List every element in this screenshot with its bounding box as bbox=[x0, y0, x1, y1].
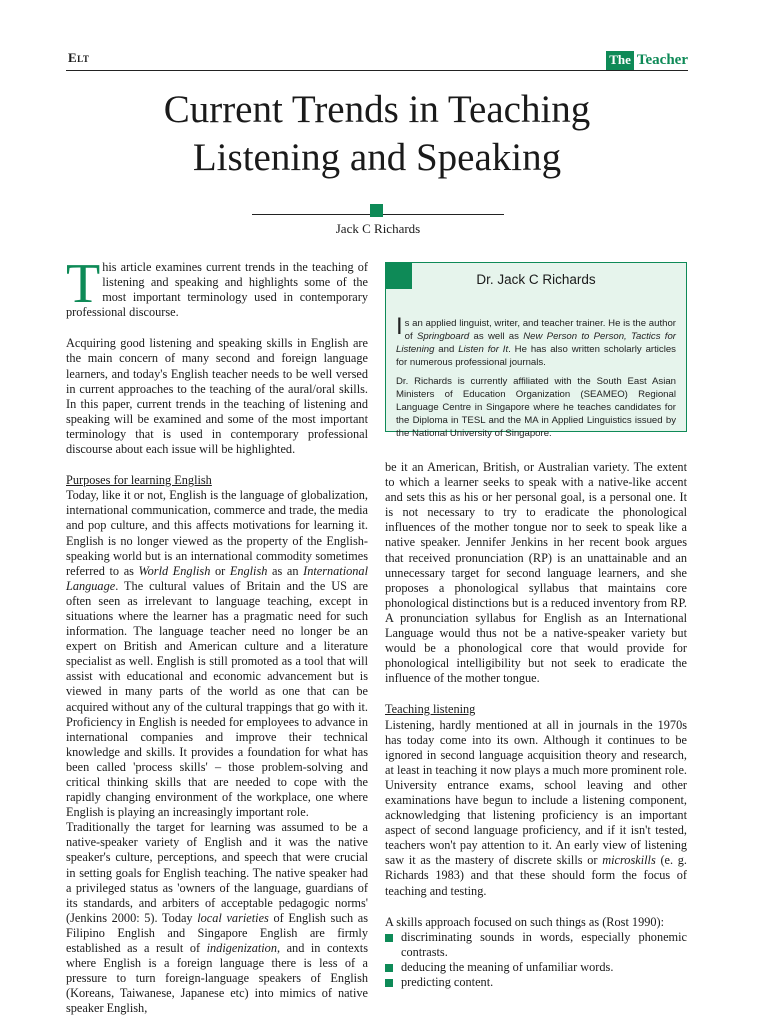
bullet-square-icon bbox=[385, 964, 393, 972]
paragraph-traditionally: Traditionally the target for learning was assumed to be a native-speaker variety of English and it was the native speaker's culture, perceptions, and speech that were crucial in setting goals for English teaching. The native speaker had a privileged status as 'owners of the language, guardians of its standards, and arbiters of acceptable pedagogic norms' (Jenkins 2000: 5). Today local varieties of English such as Filipino English and Singapore English are firmly established as a result of indigenization, and in contexts where English is a foreign language there is less of a pressure to turn foreign-language speakers of English (Koreans, Taiwanese, Japanese etc) into mimics of native speaker English, bbox=[66, 820, 368, 1016]
bio-paragraph-1: Is an applied linguist, writer, and teacher trainer. He is the author of Springboard as well as New Person to Person, Tactics for Listening and Listen for It. He has also written scholarly articles for numerous professional journals. bbox=[396, 313, 676, 368]
section-label: Elt bbox=[68, 50, 90, 65]
bio-title: Dr. Jack C Richards bbox=[476, 272, 596, 287]
bullet-square-icon bbox=[385, 934, 393, 942]
brand-logo bbox=[606, 51, 688, 70]
bullet-square-icon bbox=[385, 979, 393, 987]
paragraph-purposes: Today, like it or not, English is the language of globalization, international communication, commerce and trade, the media and pop culture, and this affects motivations for learning it. English is no longer viewed as the property of the English-speaking world but is an international commodity sometimes referred to as World English or English as an International Language. The cultural values of Britain and the US are often seen as irrelevant to language teaching, except in situations where the learner has a pragmatic need for such information. The language teacher need no longer be an expert on British and American culture and a literature specialist as well. English is still promoted as a tool that will assist with educational and economic advancement but is viewed in many parts of the world as one that can be acquired without any of the cultural trappings that go with it. Proficiency in English is needed for employees to advance in international companies and improve their technical knowledge and skills. It provides a foundation for what has been called 'process skills' – those problem-solving and critical thinking skills that are needed to cope with the rapidly changing environment of the workplace, one where English is playing an increasingly important role. bbox=[66, 488, 368, 820]
brand-the: The bbox=[606, 51, 634, 70]
list-item: discriminating sounds in words, especially phonemic contrasts. bbox=[385, 930, 687, 960]
bio-paragraph-2: Dr. Richards is currently affiliated with the South East Asian Ministers of Education Organization (SEAMEO) Regional Language Centre in Singapore where he teaches candidates for the Diploma in TESL and the MA in Applied Linguistics issued by the National University of Singapore. bbox=[396, 376, 676, 439]
author-square-ornament bbox=[370, 204, 383, 217]
paragraph-listening: Listening, hardly mentioned at all in journals in the 1970s has today come into its own. Although it continues to be ignored in second language acquisition theory and research, at least in teaching it now plays a much more prominent role. University entrance exams, school leaving and other examinations have begun to include a listening component, acknowledging that listening proficiency is an important aspect of second language proficiency, and if it isn't tested, teachers won't pay attention to it. An early view of listening saw it as the mastery of discrete skills or microskills (e. g. Richards 1983) and that these should form the focus of teaching and testing. bbox=[385, 717, 687, 898]
title-line-2: Listening and Speaking bbox=[192, 136, 562, 179]
left-column bbox=[66, 253, 368, 1017]
paragraph-1: Acquiring good listening and speaking skills in English are the main concern of many second and foreign language learners, and today's English teacher needs to be well versed in current approaches to the teaching of the aural/oral skills. In this paper, current trends in the teaching of listening and speaking will be examined and some of the most important terminology that is used in contemporary professional discourse about each issue will be highlighted. bbox=[66, 336, 368, 457]
paragraph-variety: be it an American, British, or Australian variety. The extent to which a learner seeks to speak with a native-like accent and sets this as his or her personal goal, is a personal one. It is not necessary to try to eradicate the phonological influences of the mother tongue nor to seek to speak like a native speaker. Jennifer Jenkins in her recent book argues that received pronunciation (RP) is an unattainable and an unnecessary target for second language learners, and she proposes a phonological syllabus that maintains core phonological distinctions but is a reduced inventory from RP. A pronunciation syllabus for English as an International Language would thus not be a native-speaker variety but would be a phonological core that would provide for phonological intelligibility but not seek to eradicate the influence of the mother tongue. bbox=[385, 460, 687, 686]
header-divider bbox=[66, 70, 688, 71]
article-author: Jack C Richards bbox=[335, 221, 421, 236]
title-line-1: Current Trends in Teaching bbox=[163, 88, 591, 131]
paragraph-skills-intro: A skills approach focused on such things as (Rost 1990): bbox=[385, 914, 665, 929]
bio-drop-cap: I bbox=[396, 313, 403, 340]
article-title bbox=[66, 86, 688, 182]
brand-teacher: Teacher bbox=[636, 52, 688, 68]
heading-purposes: Purposes for learning English bbox=[66, 473, 212, 488]
heading-listening: Teaching listening bbox=[385, 702, 476, 717]
drop-cap: T bbox=[66, 253, 101, 315]
list-item: deducing the meaning of unfamiliar words. bbox=[385, 960, 687, 975]
author-bio-box bbox=[385, 262, 687, 439]
bio-body bbox=[396, 313, 676, 440]
skills-list bbox=[385, 930, 687, 990]
intro-paragraph: This article examines current trends in the teaching of listening and speaking and highlights some of the most important terminology used in contemporary professional discourse. bbox=[66, 253, 368, 320]
right-column bbox=[385, 460, 687, 990]
list-item: predicting content. bbox=[385, 975, 687, 990]
